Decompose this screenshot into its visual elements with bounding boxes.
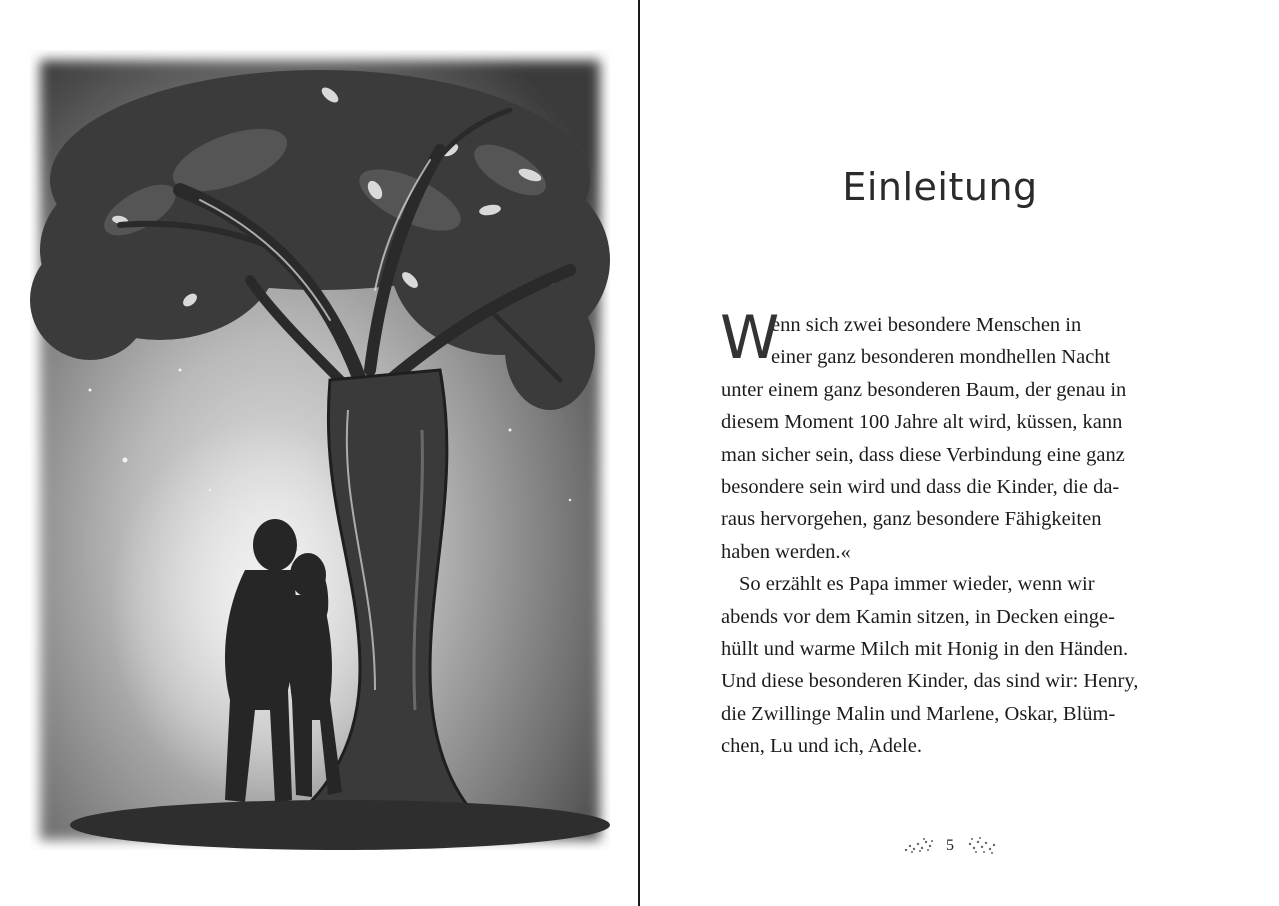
kissing-couple-under-tree-illustration <box>30 50 610 850</box>
text-line: So erzählt es Papa immer wieder, wenn wir <box>739 573 1095 596</box>
text-line: haben werden.« <box>721 540 851 563</box>
chapter-title: Einleitung <box>842 165 1038 209</box>
text-line: besondere sein wird und dass die Kinder, die da- <box>721 475 1120 498</box>
text-line: chen, Lu und ich, Adele. <box>721 735 922 758</box>
page-folio <box>640 836 1260 856</box>
drop-cap: W <box>720 303 780 373</box>
text-line: die Zwillinge Malin und Marlene, Oskar, Blüm- <box>721 702 1116 725</box>
text-line: enn sich zwei besondere Menschen in <box>771 314 1082 336</box>
text-line: raus hervorgehen, ganz besondere Fähigkeiten <box>721 508 1102 531</box>
text-line: hüllt und warme Milch mit Honig in den Händen. <box>721 637 1129 660</box>
text-line: unter einem ganz besonderen Baum, der genau in <box>721 378 1127 401</box>
left-page <box>0 0 638 906</box>
text-line: man sicher sein, dass diese Verbindung eine ganz <box>721 443 1125 466</box>
text-line: diesem Moment 100 Jahre alt wird, küssen, kann <box>721 411 1123 434</box>
body-text <box>720 303 1181 762</box>
right-page <box>640 0 1279 906</box>
dandelion-seeds-icon <box>902 836 936 856</box>
text-line: abends vor dem Kamin sitzen, in Decken einge- <box>721 605 1115 628</box>
page-number: 5 <box>946 837 954 854</box>
dandelion-seeds-icon <box>964 836 998 856</box>
text-line: Und diese besonderen Kinder, das sind wir: Henry, <box>721 670 1139 693</box>
text-line: einer ganz besonderen mondhellen Nacht <box>771 346 1111 369</box>
